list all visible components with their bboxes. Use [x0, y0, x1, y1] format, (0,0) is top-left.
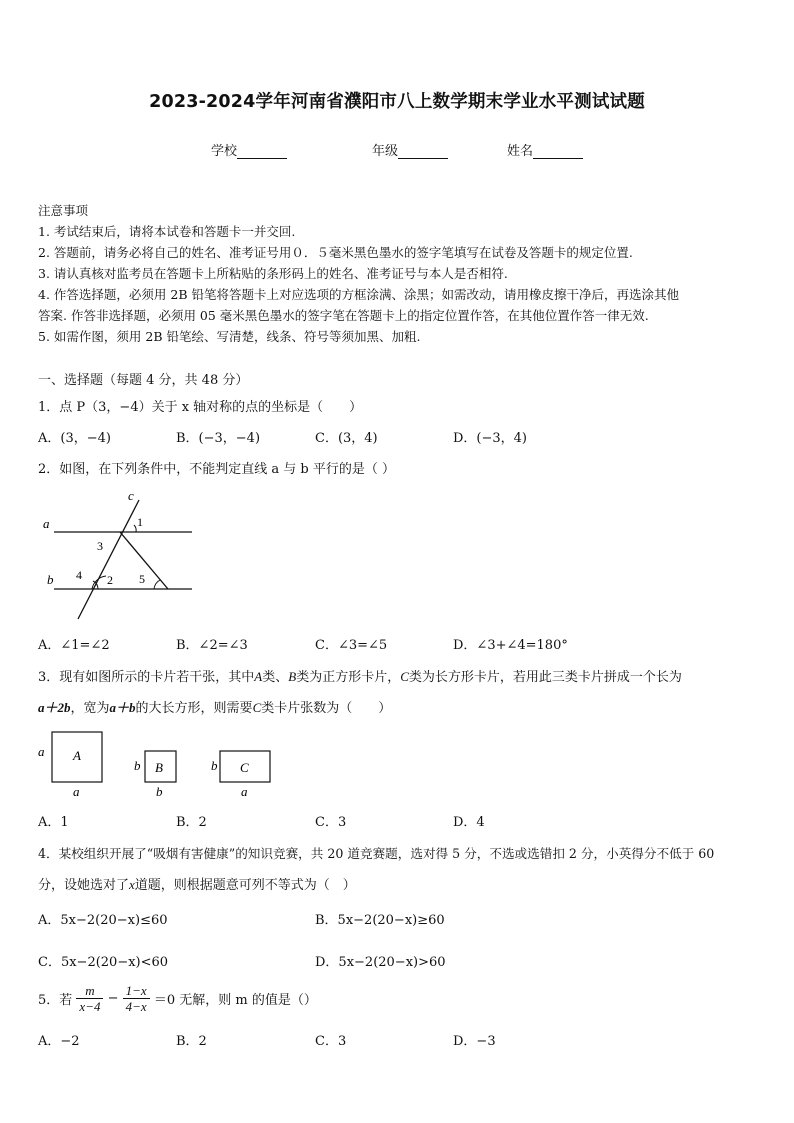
school-label: 学校: [211, 144, 238, 159]
label-5: 5: [139, 572, 145, 586]
notes-item: 2. 答题前，请务必将自己的姓名、准考证号用０．５毫米黑色墨水的签字笔填写在试卷及答题卡的规定位置.: [38, 245, 633, 260]
label-b: b: [47, 572, 54, 587]
q2-stem: 2．如图，在下列条件中，不能判定直线 a 与 b 平行的是（ ）: [38, 462, 396, 477]
q2-figure: [40, 488, 200, 623]
q1-option-b[interactable]: B．(−3，−4): [176, 431, 261, 446]
notes-item: 1. 考试结束后，请将本试卷和答题卡一并交回.: [38, 224, 296, 239]
label-4: 4: [76, 568, 82, 582]
q1-option-d[interactable]: D．(−3，4): [453, 431, 528, 446]
card-c-label: C: [240, 760, 249, 775]
grade-blank: [398, 145, 448, 159]
name-label: 姓名: [507, 144, 534, 159]
name-field: [507, 140, 583, 159]
label-c: c: [128, 488, 134, 503]
q4-stem-line1: 4．某校组织开展了“吸烟有害健康”的知识竞赛，共 20 道竞赛题，选对得 5 分，不选或选错扣 2 分，小英得分不低于 60: [38, 846, 715, 861]
q2-option-a[interactable]: A．∠1=∠2: [38, 638, 110, 653]
q5-option-b[interactable]: B．2: [176, 1034, 207, 1049]
card-a-bottom: a: [73, 784, 80, 799]
card-c-side: b: [211, 758, 218, 773]
q1-stem: 1．点 P（3，−4）关于 x 轴对称的点的坐标是（ ）: [38, 400, 363, 415]
label-1: 1: [137, 515, 143, 529]
q4-option-a[interactable]: A．5x−2(20−x)≤60: [38, 913, 168, 928]
q3-stem-line1: 3．现有如图所示的卡片若干张，其中A类、B类为正方形卡片，C类为长方形卡片，若用此三类卡片拼成一个长为: [38, 669, 682, 685]
line-c: [78, 500, 139, 619]
q2-option-c[interactable]: C．∠3=∠5: [315, 638, 388, 653]
notes-item: 5. 如需作图，须用 2B 铅笔绘、写清楚，线条、符号等须加黑、加粗.: [38, 329, 421, 344]
q4-option-b[interactable]: B．5x−2(20−x)≥60: [315, 913, 445, 928]
card-c-bottom: a: [241, 784, 248, 799]
card-b-side: b: [134, 758, 141, 773]
q1-option-a[interactable]: A．(3，−4): [38, 431, 111, 446]
section-heading: 一、选择题（每题 4 分，共 48 分）: [38, 373, 249, 388]
q5-stem: 5．若 $\frac{m}{x-4}$ − $\frac{1-x}{4-x}$ ＝0 无解，则 m 的值是（）: [38, 983, 317, 1014]
card-a-label: A: [73, 748, 81, 763]
q2-option-d[interactable]: D．∠3+∠4=180°: [453, 638, 568, 653]
q5-fraction-2: $\frac{1-x}{4-x}$: [123, 983, 150, 1014]
q3-option-a[interactable]: A．1: [38, 815, 69, 830]
page-title: 2023-2024学年河南省濮阳市八上数学期末学业水平测试试题: [149, 92, 645, 112]
q4-option-d[interactable]: D．5x−2(20−x)>60: [315, 955, 446, 970]
notes-item: 4. 作答选择题，必须用 2B 铅笔将答题卡上对应选项的方框涂满、涂黑；如需改动，请用橡皮擦干净后，再选涂其他: [38, 287, 679, 302]
card-b-bottom: b: [156, 784, 163, 799]
notes-heading: 注意事项: [38, 203, 89, 218]
label-a: a: [43, 516, 50, 531]
q5-option-d[interactable]: D．−3: [453, 1034, 496, 1049]
q4-stem-line2: 分，设她选对了x道题，则根据题意可列不等式为（ ）: [38, 877, 356, 893]
card-b-label: B: [155, 760, 163, 775]
q5-option-c[interactable]: C．3: [315, 1034, 347, 1049]
notes-item: 3. 请认真核对监考员在答题卡上所粘贴的条形码上的姓名、准考证号与本人是否相符.: [38, 266, 508, 281]
q3-option-d[interactable]: D．4: [453, 815, 485, 830]
school-blank: [237, 145, 287, 159]
q3-option-b[interactable]: B．2: [176, 815, 207, 830]
q3-option-c[interactable]: C．3: [315, 815, 347, 830]
label-2: 2: [107, 573, 113, 587]
q5-option-a[interactable]: A．−2: [38, 1034, 80, 1049]
q3-stem-line2: a＋2b，宽为a＋b的大长方形，则需要C类卡片张数为（ ）: [38, 700, 392, 716]
label-3: 3: [97, 539, 103, 553]
card-a-side: a: [38, 744, 45, 759]
school-field: [211, 140, 287, 159]
q3-cards-figure: [34, 728, 294, 800]
angle-5-arc: [154, 580, 160, 589]
q5-fraction-1: $\frac{m}{x-4}$: [76, 983, 103, 1014]
q1-option-c[interactable]: C．(3，4): [315, 431, 378, 446]
angle-1-arc: [134, 525, 136, 532]
notes-section: [38, 200, 679, 347]
notes-item: 答案. 作答非选择题，必须用 05 毫米黑色墨水的签字笔在答题卡上的指定位置作答，在其他位置作答一律无效.: [38, 308, 649, 323]
q4-option-c[interactable]: C．5x−2(20−x)<60: [38, 955, 169, 970]
name-blank: [533, 145, 583, 159]
grade-label: 年级: [372, 144, 399, 159]
q2-option-b[interactable]: B．∠2=∠3: [176, 638, 248, 653]
grade-field: [372, 140, 448, 159]
